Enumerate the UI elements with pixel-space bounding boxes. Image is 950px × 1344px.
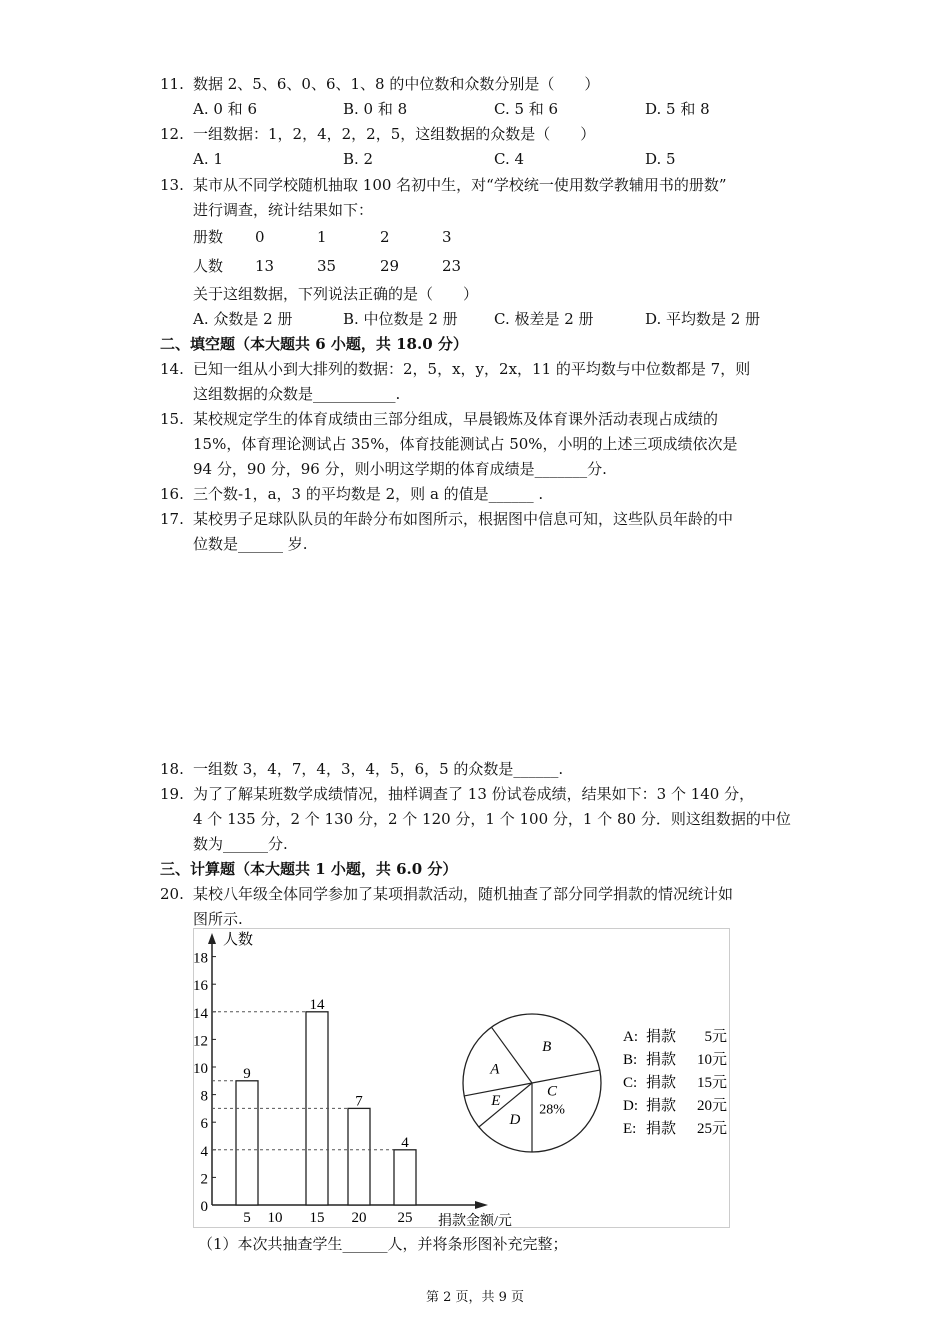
y-tick-label: 14 xyxy=(193,1005,208,1022)
legend-key: A: xyxy=(623,1029,638,1045)
bar-data-label: 4 xyxy=(401,1134,409,1151)
q20-subquestion-1: （1）本次共抽查学生______人，并将条形图补充完整； xyxy=(198,1235,568,1253)
x-axis-arrow xyxy=(475,1201,488,1209)
q13-table-cell: 2 xyxy=(380,228,390,246)
section-heading-fill-in: 二、填空题（本大题共 6 小题，共 18.0 分） xyxy=(160,335,468,353)
legend-text: 捐款 xyxy=(646,1098,677,1114)
q13-table-cell: 1 xyxy=(317,228,327,246)
q15-text-1: 某校规定学生的体育成绩由三部分组成，早晨锻炼及体育课外活动表现占成绩的 xyxy=(193,410,719,428)
y-tick-label: 0 xyxy=(200,1199,208,1215)
q18-number: 18. xyxy=(160,760,184,778)
page-footer: 第 2 页，共 9 页 xyxy=(425,1290,525,1305)
q12-number: 12. xyxy=(160,125,184,143)
y-tick-label: 6 xyxy=(200,1116,208,1133)
q13-text-3: 关于这组数据，下列说法正确的是（ ） xyxy=(193,285,479,303)
q20-text-1: 某校八年级全体同学参加了某项捐款活动，随机抽查了部分同学捐款的情况统计如 xyxy=(193,885,734,903)
q12-option-b: B. 2 xyxy=(343,150,374,168)
q14-text-2: 这组数据的众数是___________. xyxy=(193,385,401,403)
legend-key: C: xyxy=(623,1075,638,1091)
q15-number: 15. xyxy=(160,410,184,428)
legend-text: 捐款 xyxy=(646,1052,677,1068)
q18-text: 一组数 3，4，7，4，3，4，5，6，5 的众数是______. xyxy=(193,760,564,778)
q12-text: 一组数据：1，2，4，2，2，5，这组数据的众数是（ ） xyxy=(193,125,596,143)
donation-figure xyxy=(193,928,730,1228)
pie-slice-label-D: D xyxy=(509,1112,521,1129)
x-tick-label: 20 xyxy=(351,1210,367,1226)
y-tick-label: 16 xyxy=(193,978,208,995)
q12-option-a: A. 1 xyxy=(193,150,223,168)
pie-slice-percent-C: 28% xyxy=(539,1102,565,1118)
y-axis-label: 人数 xyxy=(223,932,254,948)
legend-text: 捐款 xyxy=(646,1029,677,1045)
legend-value: 10元 xyxy=(696,1052,727,1068)
bar-data-label: 7 xyxy=(355,1093,363,1110)
legend-value: 25元 xyxy=(696,1121,727,1137)
pie-slice-label-B: B xyxy=(542,1038,552,1055)
q13-table-cell: 0 xyxy=(255,228,265,246)
bar-25 xyxy=(394,1150,416,1205)
legend-text: 捐款 xyxy=(646,1121,677,1137)
y-tick-label: 2 xyxy=(200,1171,208,1188)
bar-data-label: 9 xyxy=(243,1065,251,1082)
q12-option-c: C. 4 xyxy=(494,150,525,168)
q16-number: 16. xyxy=(160,485,184,503)
q19-text-1: 为了了解某班数学成绩情况，抽样调查了 13 份试卷成绩，结果如下：3 个 140 分， xyxy=(193,785,755,803)
legend-value: 15元 xyxy=(696,1075,727,1091)
q13-table-header: 人数 xyxy=(193,257,224,275)
bar-data-label: 14 xyxy=(309,996,325,1013)
q11-option-d: D. 5 和 8 xyxy=(645,100,710,118)
y-axis-arrow xyxy=(208,933,216,944)
x-tick-label: 10 xyxy=(267,1210,283,1226)
q13-table-cell: 23 xyxy=(442,257,462,275)
q13-number: 13. xyxy=(160,176,184,194)
q20-text-2: 图所示. xyxy=(193,910,243,928)
q20-number: 20. xyxy=(160,885,184,903)
section-heading-calculation: 三、计算题（本大题共 1 小题，共 6.0 分） xyxy=(160,860,458,878)
q16-text: 三个数-1，a，3 的平均数是 2，则 a 的值是______ . xyxy=(193,485,544,503)
q11-option-b: B. 0 和 8 xyxy=(343,100,408,118)
pie-slice-label-C: C xyxy=(547,1083,558,1100)
q15-text-3: 94 分，90 分，96 分，则小明这学期的体育成绩是_______分. xyxy=(193,460,607,478)
q17-text-2: 位数是______ 岁. xyxy=(193,535,308,553)
q19-text-3: 数为______分. xyxy=(193,835,288,853)
x-tick-label: 5 xyxy=(243,1210,251,1226)
q13-table-cell: 3 xyxy=(442,228,452,246)
y-tick-label: 18 xyxy=(193,950,208,967)
q13-option-b: B. 中位数是 2 册 xyxy=(343,310,458,328)
q19-number: 19. xyxy=(160,785,184,803)
q13-option-a: A. 众数是 2 册 xyxy=(193,310,293,328)
legend-key: D: xyxy=(623,1098,638,1114)
pie-slice-label-A: A xyxy=(490,1061,500,1078)
q17-text-1: 某校男子足球队队员的年龄分布如图所示，根据图中信息可知，这些队员年龄的中 xyxy=(193,510,734,528)
y-tick-label: 10 xyxy=(193,1061,208,1077)
y-tick-label: 4 xyxy=(200,1143,208,1160)
legend-value: 20元 xyxy=(696,1098,727,1114)
x-tick-label: 15 xyxy=(309,1210,325,1226)
legend-key: E: xyxy=(623,1121,637,1137)
q13-table-header: 册数 xyxy=(193,228,224,246)
q13-text-2: 进行调查，统计结果如下： xyxy=(193,201,374,219)
legend-value: 5元 xyxy=(704,1029,727,1045)
y-tick-label: 12 xyxy=(193,1033,208,1050)
legend-text: 捐款 xyxy=(646,1075,677,1091)
q19-text-2: 4 个 135 分，2 个 130 分，2 个 120 分，1 个 100 分，1 个 80 分．则这组数据的中位 xyxy=(193,810,791,828)
q13-table-cell: 13 xyxy=(255,257,275,275)
pie-slice-label-E: E xyxy=(491,1093,501,1110)
x-axis-label: 捐款金额/元 xyxy=(438,1214,512,1228)
q13-table-cell: 35 xyxy=(317,257,337,275)
q17-number: 17. xyxy=(160,510,184,528)
bar-5 xyxy=(236,1081,258,1205)
q14-text-1: 已知一组从小到大排列的数据：2，5，x，y，2x，11 的平均数与中位数都是 7，则 xyxy=(193,360,751,378)
q14-number: 14. xyxy=(160,360,184,378)
q13-text-1: 某市从不同学校随机抽取 100 名初中生，对“学校统一使用数学教辅用书的册数” xyxy=(193,176,727,194)
q11-text: 数据 2、5、6、0、6、1、8 的中位数和众数分别是（ ） xyxy=(193,75,600,93)
q12-option-d: D. 5 xyxy=(645,150,676,168)
q13-table-cell: 29 xyxy=(380,257,400,275)
bar-20 xyxy=(348,1108,370,1205)
legend-key: B: xyxy=(623,1052,638,1068)
q11-option-a: A. 0 和 6 xyxy=(193,100,257,118)
q15-text-2: 15%，体育理论测试占 35%，体育技能测试占 50%，小明的上述三项成绩依次是 xyxy=(193,435,738,453)
q13-option-c: C. 极差是 2 册 xyxy=(494,310,594,328)
x-tick-label: 25 xyxy=(397,1210,413,1226)
q13-option-d: D. 平均数是 2 册 xyxy=(645,310,761,328)
q11-number: 11. xyxy=(160,75,184,93)
q11-option-c: C. 5 和 6 xyxy=(494,100,559,118)
y-tick-label: 8 xyxy=(200,1088,208,1105)
